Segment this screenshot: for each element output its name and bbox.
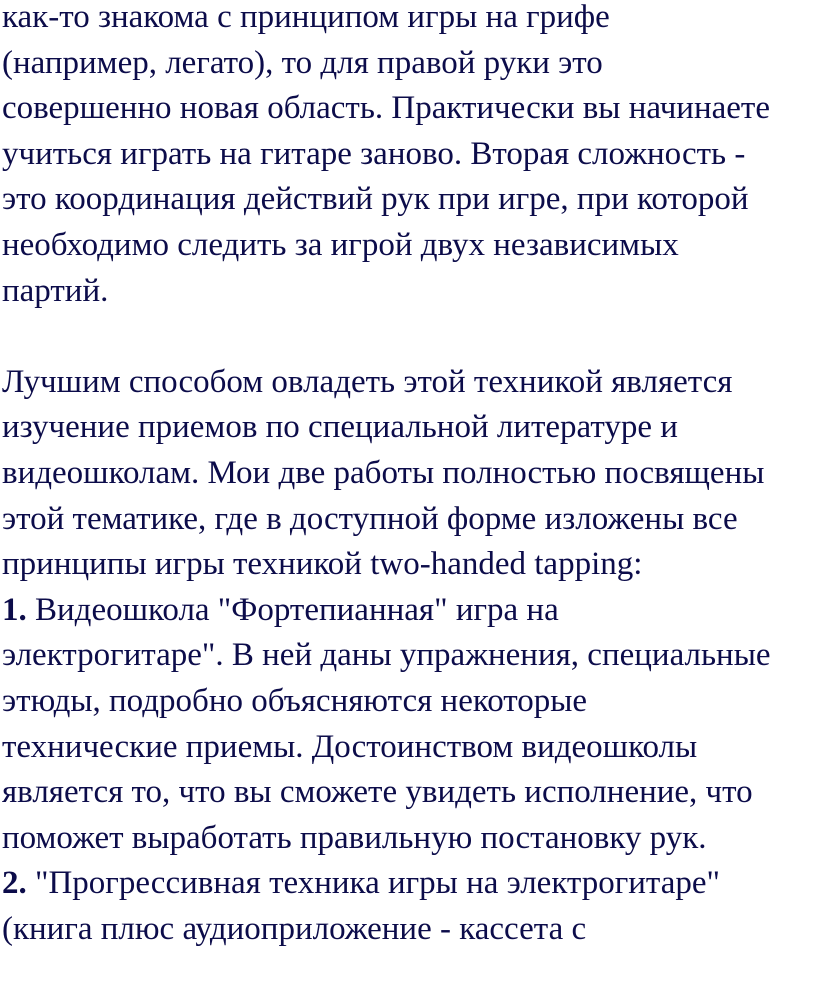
- text-line: (книга плюс аудиоприложение - кассета с: [2, 910, 587, 947]
- list-item-text: "Прогрессивная техника игры на электрогитаре": [26, 865, 721, 902]
- list-item-2: [2, 861, 814, 952]
- text-line: как-то знакома с принципом игры на грифе: [2, 0, 610, 35]
- text-line: видеошколам. Мои две работы полностью посвящены: [2, 454, 765, 491]
- list-item-first-line: [2, 588, 814, 634]
- text-line: (например, легато), то для правой руки это: [2, 44, 603, 81]
- text-line: этой тематике, где в доступной форме изложены все: [2, 500, 738, 537]
- list-item-number: 1.: [2, 591, 27, 628]
- text-line: учиться играть на гитаре заново. Вторая сложность -: [2, 135, 746, 172]
- list-item-1: [2, 588, 814, 862]
- paragraph-spacer: [2, 314, 814, 360]
- text-line: изучение приемов по специальной литературе и: [2, 409, 678, 446]
- paragraph-1: [2, 0, 814, 314]
- text-line: является то, что вы сможете увидеть исполнение, что: [2, 774, 753, 811]
- text-line: совершенно новая область. Практически вы начинаете: [2, 90, 770, 127]
- list-item-text: Видеошкола "Фортепианная" игра на: [26, 591, 559, 628]
- text-line: это координация действий рук при игре, при которой: [2, 181, 749, 218]
- text-line: принципы игры техникой two-handed tapping:: [2, 546, 643, 583]
- text-line: технические приемы. Достоинством видеошколы: [2, 728, 698, 765]
- list-item-number: 2.: [2, 865, 27, 902]
- paragraph-2: [2, 360, 814, 588]
- text-line: электрогитаре". В ней даны упражнения, специальные: [2, 637, 771, 674]
- text-line: необходимо следить за игрой двух независимых: [2, 226, 679, 263]
- text-line: Лучшим способом овладеть этой техникой является: [2, 363, 733, 400]
- text-line: этюды, подробно объясняются некоторые: [2, 682, 588, 719]
- text-line: поможет выработать правильную постановку рук.: [2, 819, 707, 856]
- document-page: [2, 0, 814, 952]
- text-line: партий.: [2, 272, 109, 309]
- list-item-first-line: [2, 861, 814, 907]
